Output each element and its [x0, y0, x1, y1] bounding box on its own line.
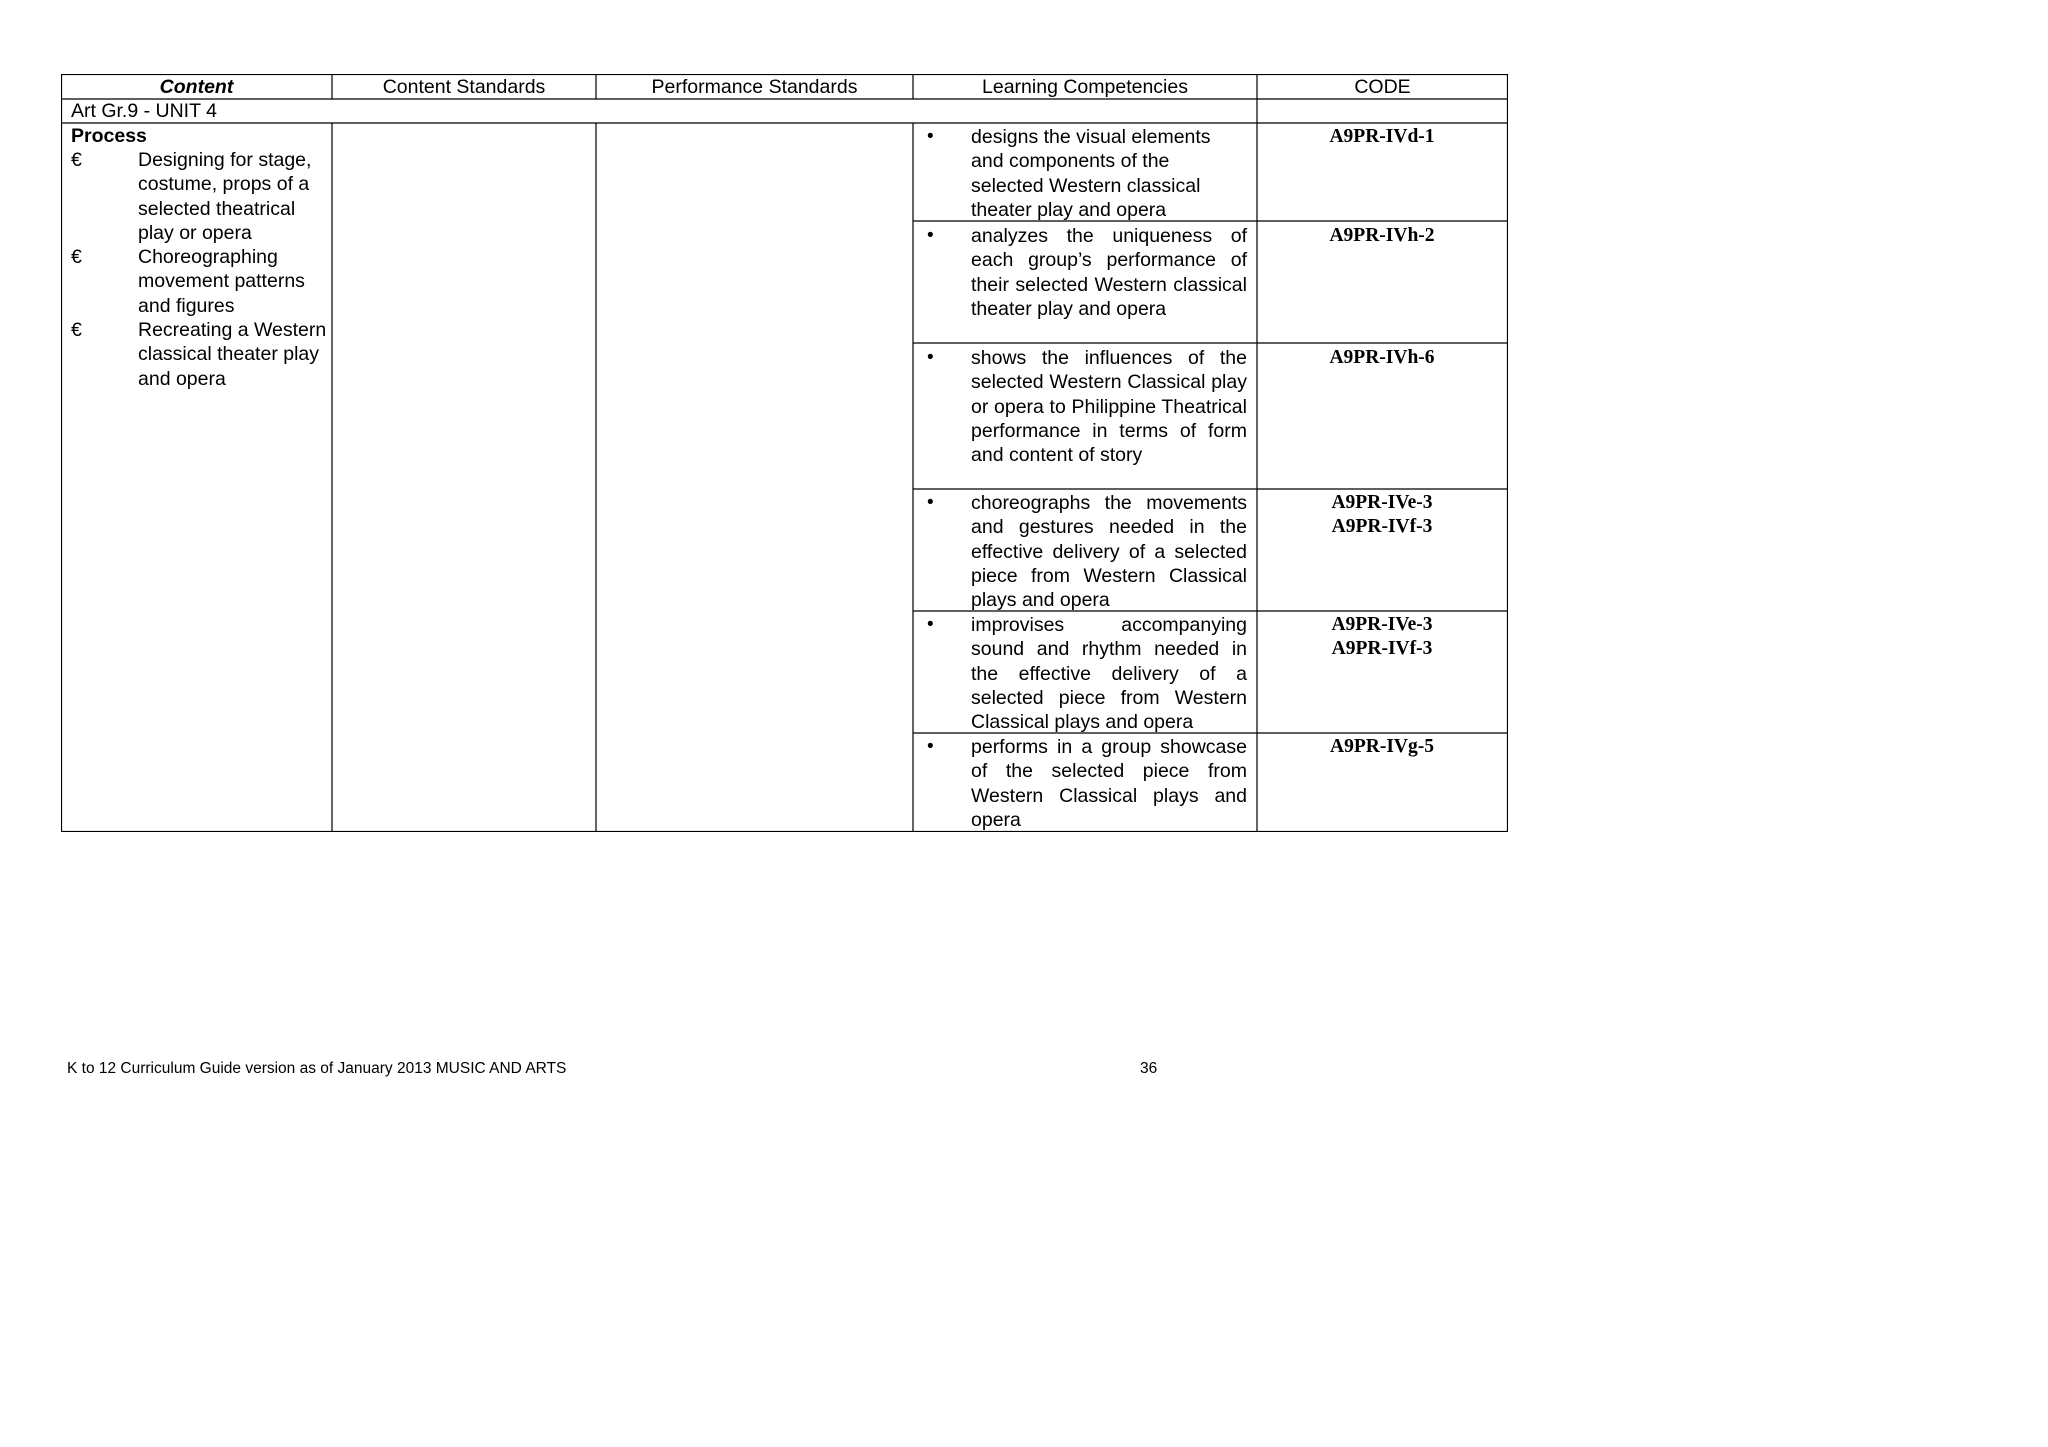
header-code: CODE: [1354, 76, 1411, 98]
content-item-text: Designing for stage, costume, props of a selected theatrical play or opera: [138, 149, 312, 244]
competency-text: designs the visual elements and components of the selected Western classical theater play and opera: [971, 126, 1211, 221]
euro-bullet-icon: €: [71, 319, 82, 342]
content-bullet-item: [71, 245, 331, 318]
content-item-text: Choreographing movement patterns and figures: [138, 246, 305, 317]
competency-text: improvises accompanying sound and rhythm needed in the effective delivery of a selected piece from Western Classical plays and opera: [971, 614, 1247, 734]
euro-bullet-icon: €: [71, 246, 82, 269]
competency-text: performs in a group showcase of the selected piece from Western Classical plays and opera: [971, 736, 1247, 831]
content-bullet-list: [71, 148, 331, 391]
header-learning-competencies: Learning Competencies: [982, 76, 1188, 98]
unit-label: Art Gr.9 - UNIT 4: [71, 100, 217, 122]
code-cell: [1257, 613, 1507, 660]
code-value: A9PR-IVg-5: [1330, 736, 1434, 757]
content-bullet-item: [71, 318, 331, 391]
code-value: A9PR-IVe-3: [1331, 614, 1433, 635]
code-value: A9PR-IVe-3: [1331, 492, 1433, 513]
competency-text: analyzes the uniqueness of each group’s performance of their selected Western classical theater play and opera: [971, 225, 1247, 320]
code-cell: [1257, 491, 1507, 538]
euro-bullet-icon: €: [71, 149, 82, 171]
competency-text: shows the influences of the selected Western Classical play or opera to Philippine Theatrical performance in terms of form and content of story: [971, 347, 1247, 467]
bullet-dot-icon: •: [927, 736, 934, 757]
curriculum-table: [61, 74, 1508, 832]
header-content: Content: [159, 76, 234, 98]
bullet-dot-icon: •: [927, 492, 934, 513]
bullet-dot-icon: •: [927, 225, 934, 246]
code-cell: [1257, 735, 1507, 759]
code-value: A9PR-IVh-2: [1329, 225, 1435, 246]
header-content-standards: Content Standards: [382, 76, 546, 98]
code-value: A9PR-IVd-1: [1329, 126, 1435, 147]
content-bullet-item: [71, 148, 331, 245]
code-value: A9PR-IVh-6: [1329, 347, 1435, 368]
bullet-dot-icon: •: [927, 126, 934, 147]
bullet-dot-icon: •: [927, 347, 934, 368]
header-performance-standards: Performance Standards: [651, 76, 858, 98]
code-cell: [1257, 224, 1507, 248]
code-value: A9PR-IVf-3: [1331, 515, 1433, 537]
bullet-dot-icon: •: [927, 614, 934, 635]
content-item-text: Recreating a Western classical theater play and opera: [138, 319, 327, 390]
code-cell: [1257, 125, 1507, 149]
process-title: Process: [71, 125, 147, 147]
footer-text: K to 12 Curriculum Guide version as of January 2013 MUSIC AND ARTS: [67, 1060, 567, 1077]
code-cell: [1257, 346, 1507, 370]
competency-text: choreographs the movements and gestures needed in the effective delivery of a selected piece from Western Classical plays and opera: [971, 492, 1247, 612]
code-value: A9PR-IVf-3: [1331, 637, 1433, 659]
page-number: 36: [1140, 1060, 1158, 1077]
